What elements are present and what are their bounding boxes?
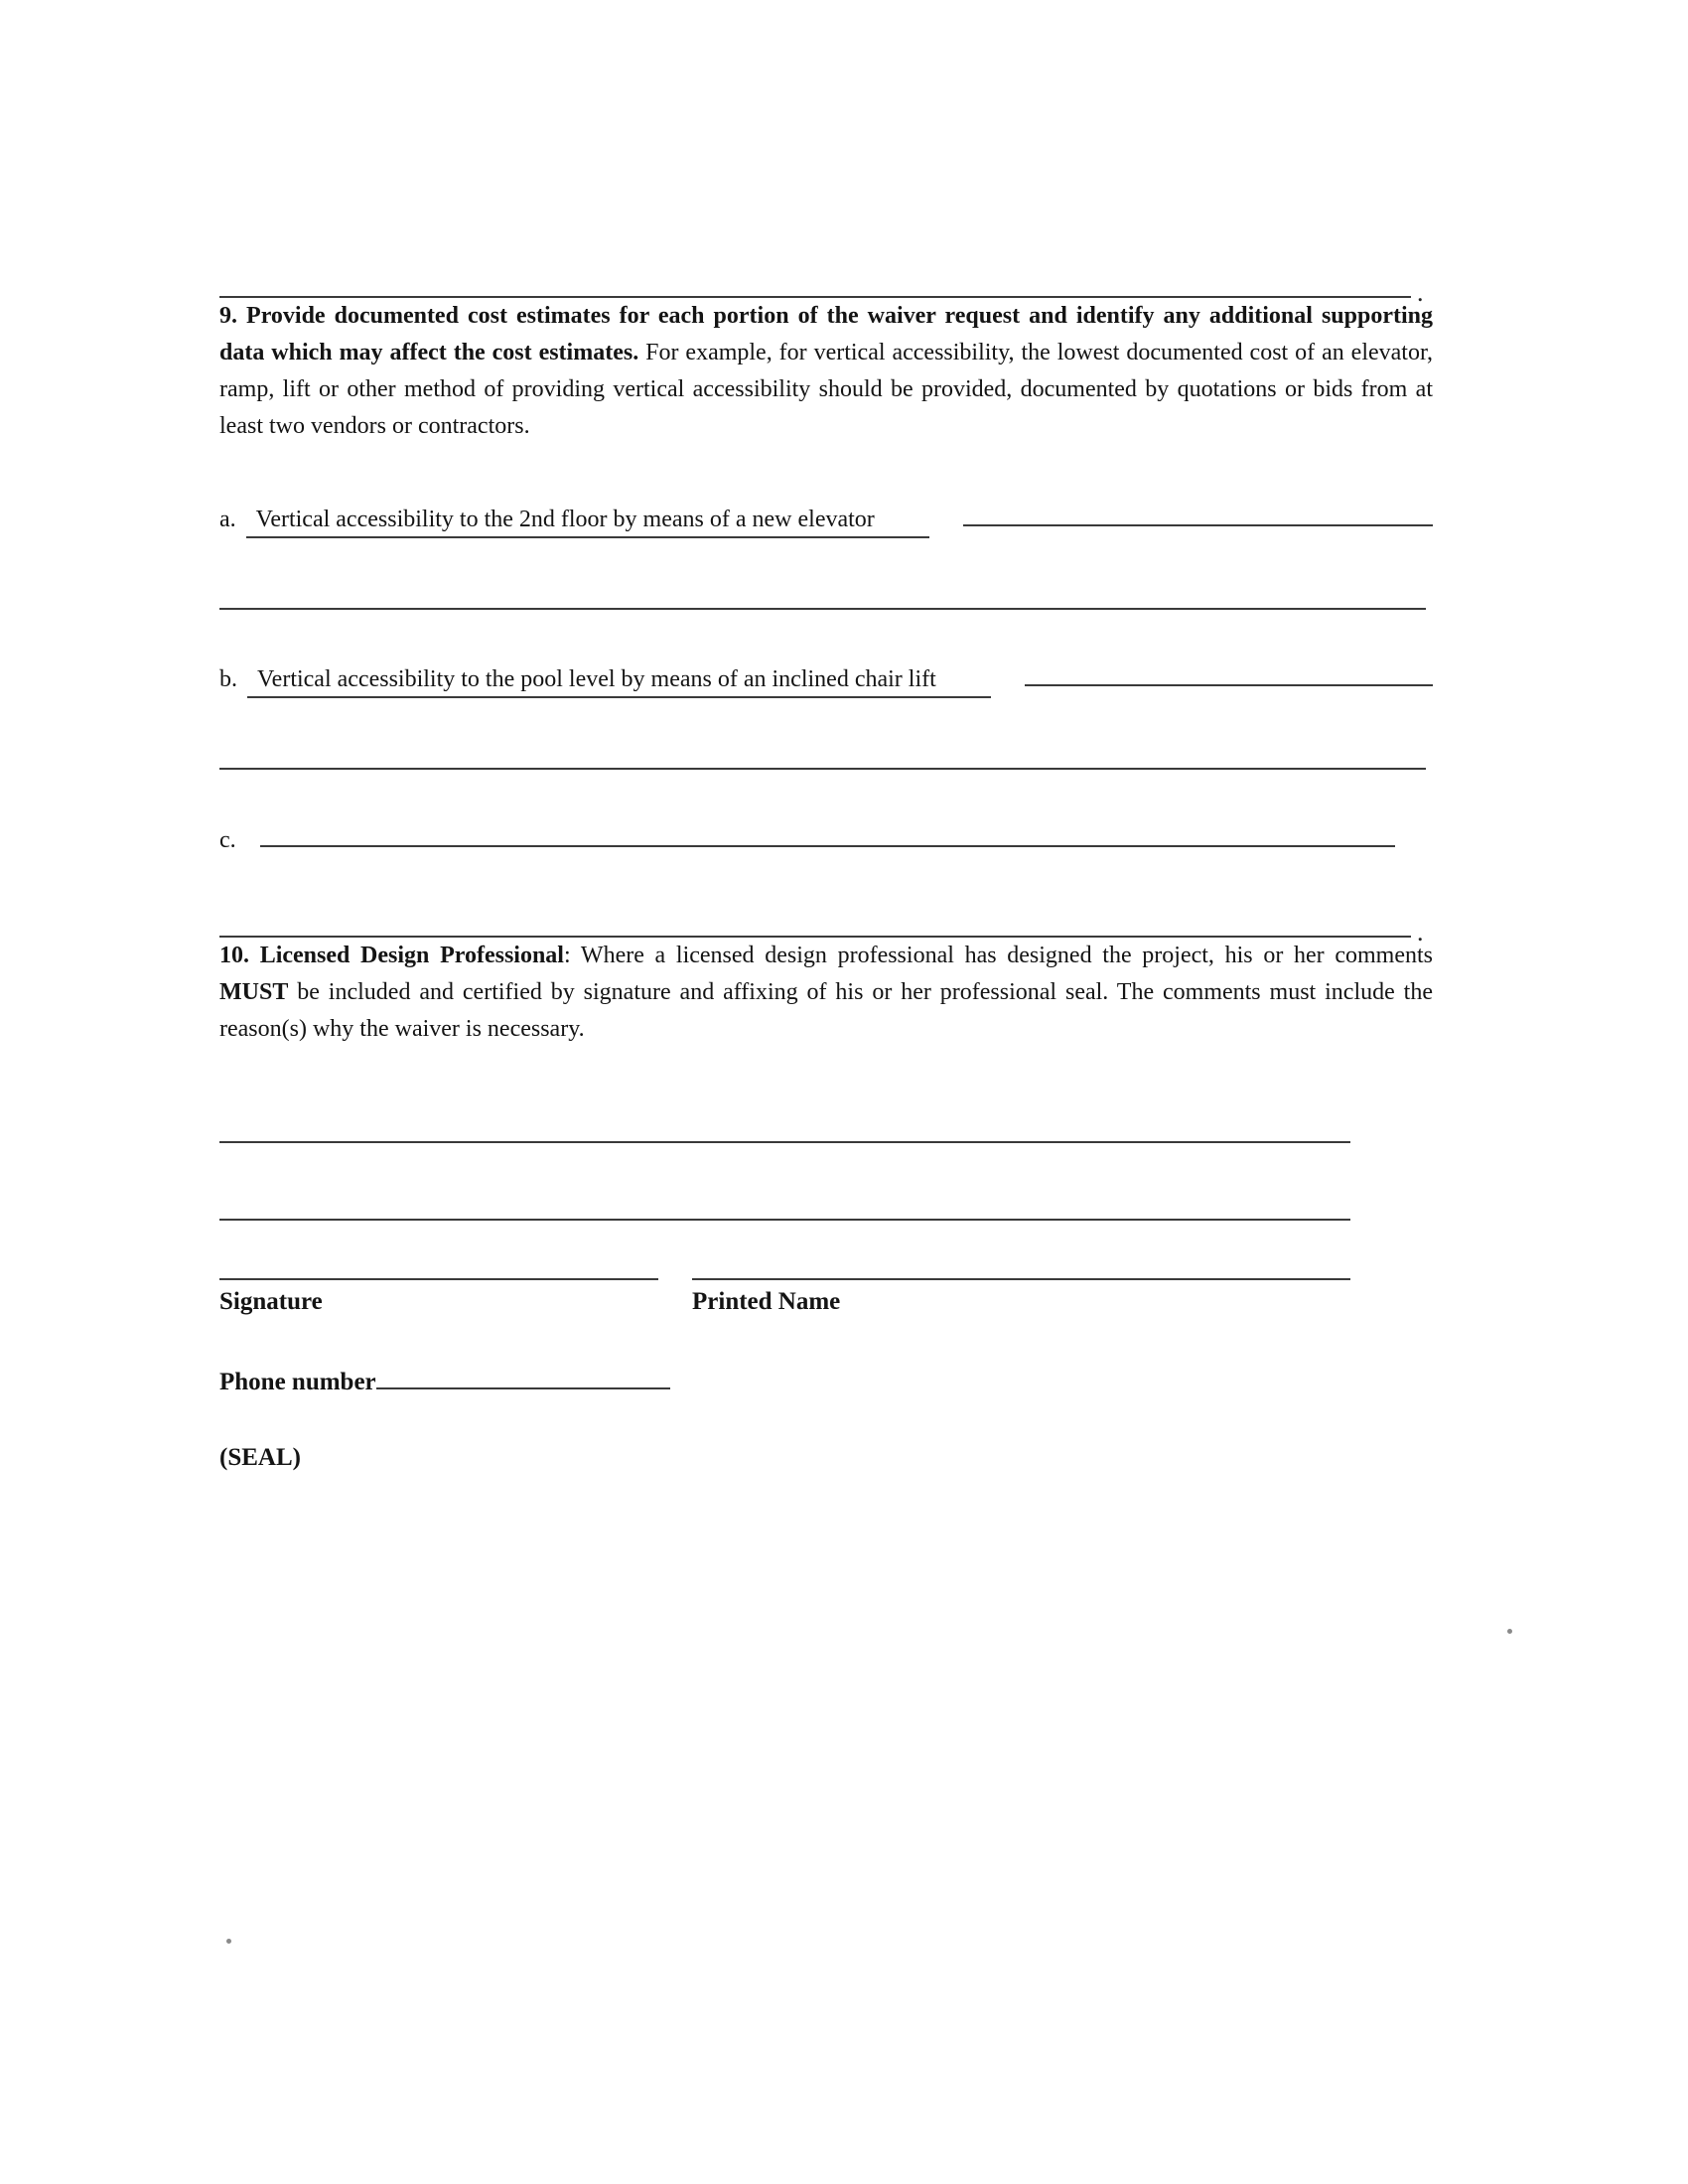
printed-name-line[interactable] bbox=[692, 1278, 1350, 1280]
form-content bbox=[219, 278, 1440, 1472]
field-9c-value-line[interactable] bbox=[260, 819, 1395, 847]
item-10-body-before-must: : Where a licensed design professional has designed the project, his or her comments bbox=[563, 943, 1433, 969]
phone-number-row bbox=[219, 1362, 1440, 1396]
scan-period-mark: . bbox=[1417, 278, 1424, 307]
item-10-heading: 10. Licensed Design Professional bbox=[219, 943, 564, 969]
phone-number-line[interactable] bbox=[376, 1362, 670, 1389]
scan-period-mark-2: . bbox=[1417, 918, 1424, 947]
scan-artifact-dot bbox=[1507, 1629, 1512, 1634]
comments-line-1[interactable] bbox=[219, 1141, 1350, 1143]
field-9a-continuation-line-row bbox=[219, 608, 1440, 610]
field-9a bbox=[219, 499, 1433, 538]
field-9b bbox=[219, 657, 1433, 697]
field-9a-extra-line[interactable] bbox=[963, 499, 1433, 526]
field-9b-value[interactable]: Vertical accessibility to the pool level by means of an inclined chair lift bbox=[247, 666, 991, 698]
phone-number-label: Phone number bbox=[219, 1369, 376, 1396]
comments-line-1-row bbox=[219, 1141, 1440, 1143]
scan-artifact-dot bbox=[226, 1939, 231, 1944]
item-10-must-emphasis: MUST bbox=[219, 979, 289, 1006]
field-9b-continuation-line[interactable] bbox=[219, 768, 1426, 770]
field-9a-value[interactable]: Vertical accessibility to the 2nd floor by means of a new elevator bbox=[246, 507, 929, 538]
mid-section-divider bbox=[219, 918, 1440, 947]
field-9b-continuation-line-row bbox=[219, 768, 1440, 770]
item-10-body-after-must: be included and certified by signature and affixing of his or her professional seal. The comments must include the reason(s) why the waiver is necessary. bbox=[219, 979, 1433, 1043]
field-9b-letter: b. bbox=[219, 665, 237, 692]
field-9a-continuation-line[interactable] bbox=[219, 608, 1426, 610]
item-9-heading: 9. Provide documented cost estimates for each portion of the waiver request and identify any additional supporting data which may affect the cost estimates. bbox=[219, 303, 1433, 365]
signature-line[interactable] bbox=[219, 1278, 658, 1280]
field-9a-letter: a. bbox=[219, 507, 236, 533]
printed-name-label: Printed Name bbox=[692, 1288, 841, 1316]
comments-line-2-row bbox=[219, 1219, 1440, 1221]
field-9b-extra-line[interactable] bbox=[1025, 657, 1433, 685]
seal-label: (SEAL) bbox=[219, 1444, 301, 1472]
item-9-paragraph bbox=[219, 298, 1433, 445]
field-9c bbox=[219, 819, 1433, 854]
top-section-divider bbox=[219, 278, 1440, 307]
item-9-body: For example, for vertical accessibility, the lowest documented cost of an elevator, ramp, lift or other method of providing vertical accessibility should be provided, documented by quotations or bids from at least two vendors or contractors. bbox=[219, 340, 1433, 439]
signature-labels-row bbox=[219, 1288, 1440, 1316]
field-9c-letter: c. bbox=[219, 827, 236, 854]
signature-label: Signature bbox=[219, 1288, 323, 1316]
comments-line-2[interactable] bbox=[219, 1219, 1350, 1221]
item-10-paragraph bbox=[219, 938, 1433, 1048]
signature-lines-row bbox=[219, 1278, 1440, 1280]
